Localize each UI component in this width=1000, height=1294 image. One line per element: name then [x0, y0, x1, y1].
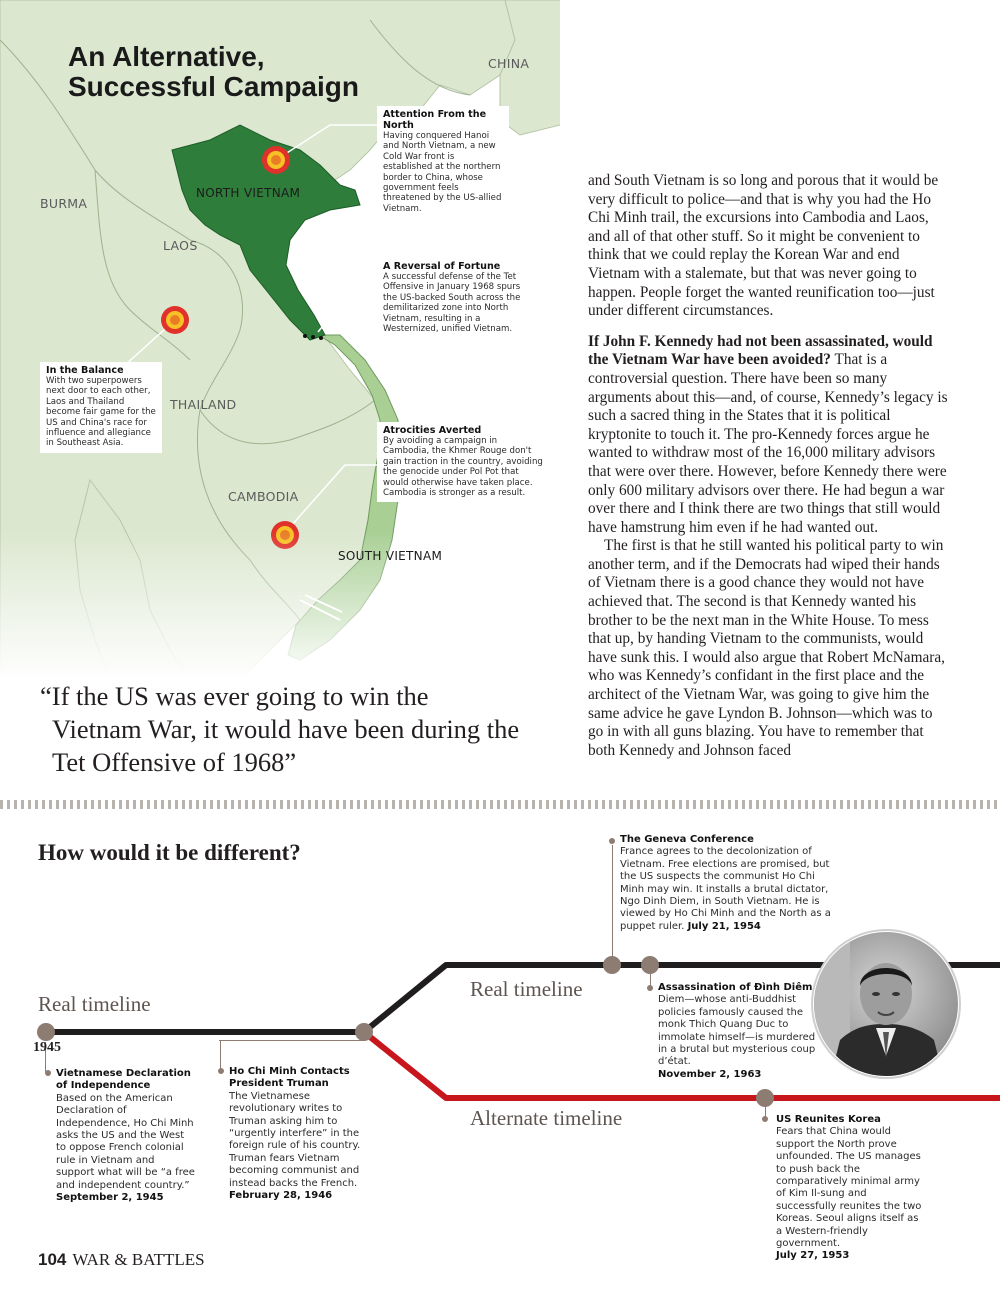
event-geneva — [620, 834, 842, 933]
section-divider — [0, 800, 1000, 809]
event-diem-date: November 2, 1963 — [658, 1068, 762, 1080]
node-1953 — [756, 1089, 774, 1107]
label-burma: BURMA — [40, 196, 88, 211]
body-paragraph-2 — [588, 333, 950, 538]
event-diem — [658, 982, 818, 1081]
body-paragraph-3: The first is that he still wanted his political party to win another term, and if the Democrats had wiped their hands of Vietnam there is a good chance they would not have achieved that. The second is that Kennedy wanted his brother to be the next man in the White House. To mess that up, by handing Vietnam to the communists, would have sunk this. I would also argue that Robert McNamara, who was Kennedy’s confidant in the first place and the architect of the Vietnam War, was going to give him the same advice he gave Lyndon B. Johnson—which was to go in with all guns blazing. You have to remember that both Kennedy and Johnson faced — [588, 537, 945, 759]
event-truman-title: Ho Chi Minh Contacts President Truman — [229, 1066, 350, 1090]
node-1954 — [603, 956, 621, 974]
label-cambodia: CAMBODIA — [228, 489, 299, 504]
label-china: CHINA — [488, 56, 530, 71]
dot-3 — [609, 838, 615, 844]
alternate-timeline-label: Alternate timeline — [470, 1106, 623, 1130]
callout-atrocities-text: By avoiding a campaign in Cambodia, the Khmer Rouge don't gain traction in the country, avoiding the genocide under Pol Pot that would otherwise have taken place. Cambodia is stronger as a result. — [383, 436, 543, 499]
event-diem-title: Assassination of Đình Diêm — [658, 982, 813, 993]
section-name: WAR & BATTLES — [72, 1250, 205, 1269]
event-korea-text: Fears that China would support the North prove unfounded. The US manages to push back the comparatively minimal army of Kim Il-sung and successfully reunites the two Koreas. Seoul aligns itself as a Western-friendly government. — [776, 1126, 922, 1250]
map-title: An Alternative, Successful Campaign — [68, 41, 359, 102]
body-question: If John F. Kennedy had not been assassinated, would the Vietnam War have been avoided? — [588, 332, 933, 369]
event-declaration — [56, 1068, 196, 1204]
real-timeline-label-2: Real timeline — [470, 977, 583, 1001]
dot-1 — [45, 1070, 51, 1076]
start-year: 1945 — [33, 1040, 61, 1055]
callout-reversal-text: A successful defense of the Tet Offensive in January 1968 spurs the US-backed South across the demilitarized zone into North Vietnam, resulting in a Westernized, unified Vietnam. — [383, 272, 521, 335]
pull-quote: “If the US was ever going to win the Vietnam War, it would have been during the Tet Offensive of 1968” — [40, 681, 520, 777]
event-korea-date: July 27, 1953 — [776, 1250, 850, 1262]
event-truman — [229, 1066, 361, 1202]
event-geneva-date: July 21, 1954 — [687, 920, 761, 932]
dot-2 — [218, 1068, 224, 1074]
event-declaration-text: Based on the American Declaration of Independence, Ho Chi Minh asks the US and the West to oppose French colonial rule in Vietnam and support what will be “a free and independent country.” — [56, 1092, 195, 1191]
vietnam-map — [0, 0, 560, 680]
callout-balance-title: In the Balance — [46, 365, 124, 376]
timeline-heading: How would it be different? — [38, 840, 301, 865]
node-1946 — [355, 1023, 373, 1041]
event-truman-date: February 28, 1946 — [229, 1190, 333, 1202]
callout-atrocities — [377, 422, 549, 502]
callout-north — [377, 106, 509, 218]
real-timeline-label: Real timeline — [38, 992, 151, 1016]
event-geneva-text: France agrees to the decolonization of Vietnam. Free elections are promised, but the US suspects the communist Ho Chi Minh may win. It installs a brutal dictator, Ngo Dinh Diem, in South Vietnam. He is viewed by Ho Chi Minh and the North as a puppet ruler. — [620, 846, 831, 932]
node-1945 — [37, 1023, 55, 1041]
callout-north-title: Attention From the North — [383, 109, 487, 131]
event-geneva-title: The Geneva Conference — [620, 834, 754, 845]
label-thailand: THAILAND — [170, 397, 237, 412]
callout-balance-text: With two superpowers next door to each other, Laos and Thailand become fair game for the US and China's race for influence and allegiance in Southeast Asia. — [46, 376, 156, 449]
stem-2-h — [219, 1040, 365, 1041]
callout-north-text: Having conquered Hanoi and North Vietnam, a new Cold War front is established at the northern border to China, whose government feels threatened by the US-allied Vietnam. — [383, 131, 502, 214]
label-laos: LAOS — [163, 238, 198, 253]
dot-5 — [762, 1116, 768, 1122]
stem-3 — [612, 845, 613, 957]
page-number: 104 — [38, 1250, 67, 1269]
event-declaration-date: September 2, 1945 — [56, 1192, 164, 1204]
callout-reversal-title: A Reversal of Fortune — [383, 261, 501, 272]
body-answer: That is a controversial question. There have been so many arguments about this—and, of course, Kennedy’s legacy is such a sacred thing in the States that it is political kryptonite to touch it. The pro-Kennedy forces argue he wanted to withdraw most of the 16,000 military advisors that were over there. However, before Kennedy there were only 600 military advisors over there. He had begun a war over there and I think there are two things that still would have hamstrung him even if he had wanted out. — [588, 351, 948, 536]
callout-reversal — [377, 258, 539, 338]
label-north-vietnam: NORTH VIETNAM — [196, 186, 301, 200]
label-south-vietnam: SOUTH VIETNAM — [338, 549, 443, 563]
article-body — [588, 172, 950, 760]
stem-2 — [220, 1040, 221, 1070]
page-footer — [38, 1250, 205, 1270]
dot-4 — [647, 985, 653, 991]
event-korea-title: US Reunites Korea — [776, 1114, 881, 1125]
callout-balance — [40, 362, 162, 453]
event-diem-text: Diem—whose anti-Buddhist policies famously caused the monk Thich Quang Duc to immolate himself—is murdered in a brutal but mysterious coup d’état. — [658, 994, 816, 1068]
body-paragraph-1: and South Vietnam is so long and porous that it would be very difficult to police—and that is why you had the Ho Chi Minh trail, the excursions into Cambodia and Laos, and all of that other stuff. So it might be convenient to think that we could replay the Korean War and end Vietnam with a stalemate, but that was never going to happen. People forget the wanted reunification too—just under different circumstances. — [588, 172, 939, 320]
diem-portrait-photo — [810, 928, 962, 1080]
event-korea — [776, 1114, 926, 1263]
event-declaration-title: Vietnamese Declaration of Independence — [56, 1068, 191, 1092]
event-truman-text: The Vietnamese revolutionary writes to Truman asking him to “urgently interfere” in the foreign rule of his country. Truman fears Vietnam becoming communist and instead backs the French. — [229, 1090, 361, 1189]
callout-atrocities-title: Atrocities Averted — [383, 425, 482, 436]
